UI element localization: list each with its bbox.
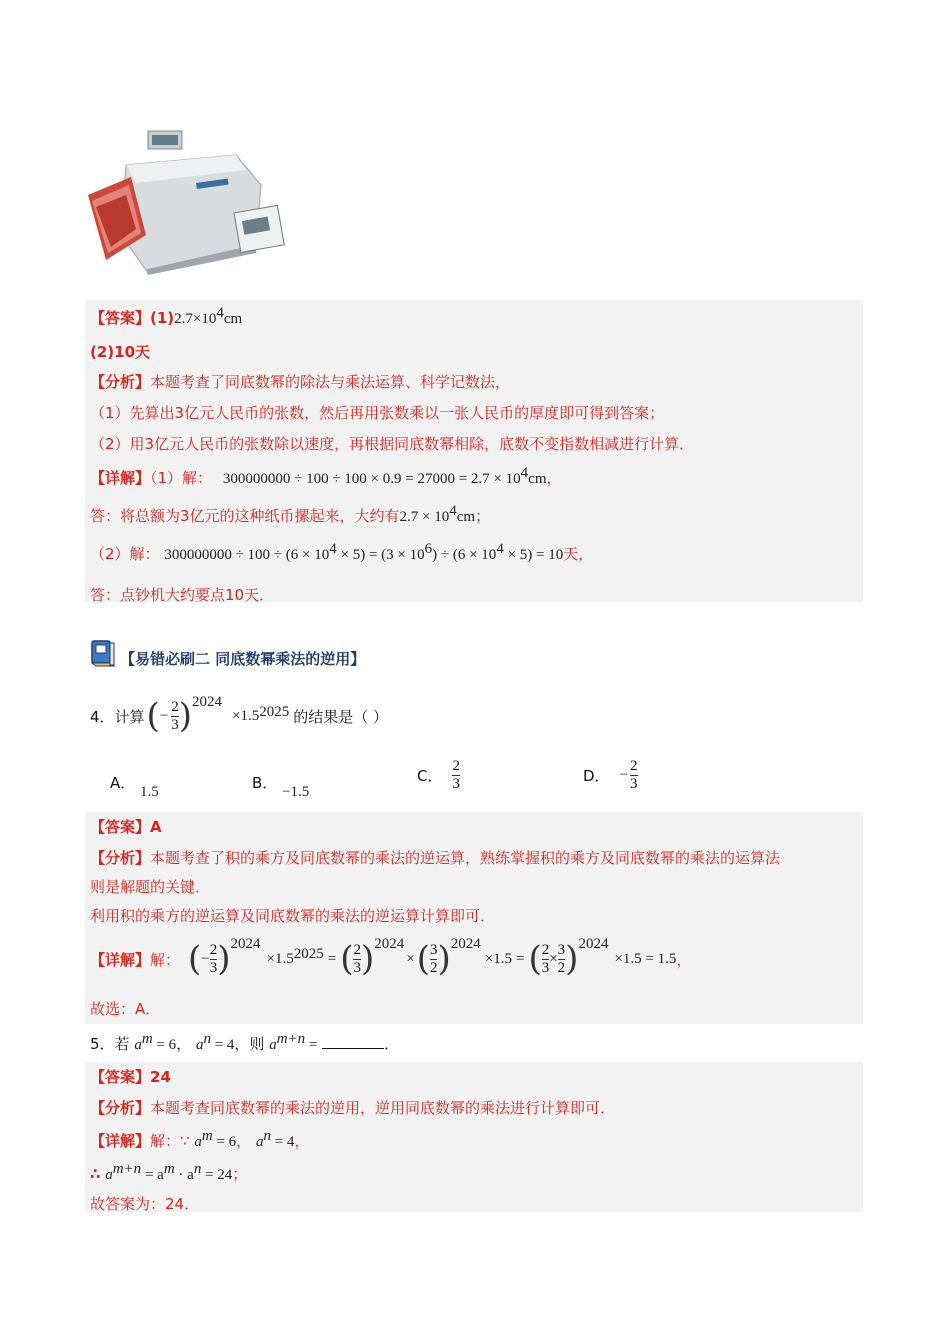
option-b[interactable]: B． −1.5 xyxy=(252,774,310,800)
fraction-2-3: $\frac{2}{3}$ xyxy=(171,699,179,733)
detail-part1-q3: 【详解】（1）解： $300000000 \div 100 \div 100 \times 0.9 = 27000 = 2.7 \times 10^4cm$， xyxy=(90,465,562,487)
analysis-q5: 【分析】本题考查同底数幂的乘法的逆用，逆用同底数幂的乘法进行计算即可． xyxy=(90,1099,616,1117)
analysis-q3: 【分析】本题考查了同底数幂的除法与乘法运算、科学记数法， xyxy=(90,373,511,391)
answer-line-q3: 【答案】$(1)2.7\times 10^4cm$ xyxy=(90,305,243,327)
answer-part2-q3: (2)10天 xyxy=(90,343,151,361)
analysis-step1-q3: （1）先算出3亿元人民币的张数，然后再用张数乘以一张人民币的厚度即可得到答案； xyxy=(90,404,665,422)
conclusion1-q3: 答：将总额为3亿元的这种纸币摞起来，大约有$2.7 \times 10^4cm$； xyxy=(90,503,491,525)
analysis-step2-q3: （2）用3亿元人民币的张数除以速度，再根据同底数幂相除，底数不变指数相减进行计算． xyxy=(90,435,695,453)
analysis-q4-line2: 则是解题的关键． xyxy=(90,878,211,896)
section-title: 【易错必刷二 同底数幂乘法的逆用】 xyxy=(120,650,366,668)
conclusion2-q3: 答：点钞机大约要点10天． xyxy=(90,586,275,604)
option-a[interactable]: A． 1.5 xyxy=(110,774,159,800)
analysis-q4-line3: 利用积的乘方的逆运算及同底数幂的乘法的逆运算计算即可． xyxy=(90,907,496,925)
question-4: 4．计算 ( − $\frac{2}{3}$ ) 2024 ×1.5 2025 的结果是（ ） xyxy=(90,694,389,736)
money-counter-image xyxy=(86,125,286,275)
book-icon xyxy=(88,638,118,668)
final-q5: 故答案为：24． xyxy=(90,1195,200,1213)
detail-q4: 【详解】 解： ( − $\frac{2}{3}$ ) 2024 ×1.5 2025 = ( $\frac{2}{3}$ ) 2024 × ( $\frac{3}{2}$ ) 2024 ×1.5 = ( $\frac{2}{3}$ × $\frac{3}{2}$ ) 2024 ×1.5 = 1.5 ， xyxy=(90,936,692,979)
answer-q4: 【答案】A xyxy=(90,818,162,836)
detail-q5-line2: ∴ $a^{m+n} = a^m \cdot a^n = 24$； xyxy=(90,1161,248,1183)
choose-q4: 故选：A． xyxy=(90,1000,161,1018)
analysis-q4: 【分析】本题考查了积的乘方及同底数幂的乘法的逆运算，熟练掌握积的乘方及同底数幂的乘法的运算法 xyxy=(90,849,781,867)
option-c[interactable]: C． $\frac{2}{3}$ xyxy=(417,758,460,792)
question-5: 5．若 $a^m = 6$， $a^n = 4$，则 $a^{m+n}$ = ． xyxy=(90,1031,400,1053)
detail-q5: 【详解】解：∵ $a^m = 6$， $a^n = 4$， xyxy=(90,1128,310,1150)
answer-q5: 【答案】24 xyxy=(90,1068,171,1086)
detail-part2-q3: （2）解： $300000000 \div 100 \div (6 \times 10^4 \times 5) = (3 \times 10^6) \div (6 \times 10^4 \times 5) = 10$天， xyxy=(90,541,594,563)
option-d[interactable]: D． − $\frac{2}{3}$ xyxy=(583,758,638,792)
answer-blank[interactable] xyxy=(322,1036,384,1049)
